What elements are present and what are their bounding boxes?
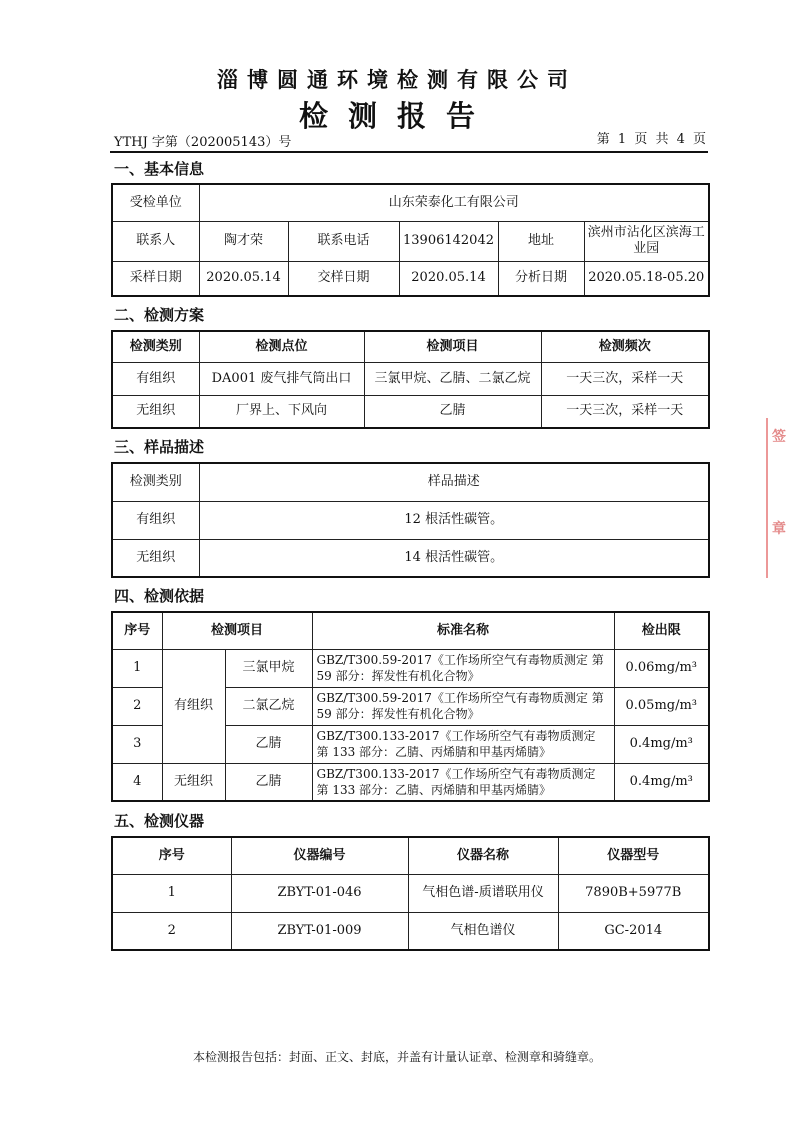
plan-header-category: 检测类别 xyxy=(112,331,199,362)
plan-cell: 无组织 xyxy=(112,395,199,428)
instruments-table xyxy=(111,836,710,951)
instruments-header-code: 仪器编号 xyxy=(231,837,408,874)
samples-cell: 有组织 xyxy=(112,501,199,539)
footer-note: 本检测报告包括：封面、正文、封底，并盖有计量认证章、检测章和骑缝章。 xyxy=(192,1050,601,1064)
basis-header-standard: 标准名称 xyxy=(312,612,614,649)
instruments-header-model: 仪器型号 xyxy=(558,837,709,874)
basis-limit: 0.4mg/m³ xyxy=(614,763,709,801)
instrument-cell: GC-2014 xyxy=(558,912,709,950)
table-row xyxy=(112,649,709,687)
samples-cell: 12 根活性碳管。 xyxy=(199,501,709,539)
basis-limit: 0.06mg/m³ xyxy=(614,649,709,687)
section-instruments-heading: 五、检测仪器 xyxy=(114,812,205,830)
company-name: 淄博圆通环境检测有限公司 xyxy=(217,67,577,92)
basis-table xyxy=(111,611,710,802)
basis-no: 1 xyxy=(112,649,162,687)
samples-cell: 无组织 xyxy=(112,539,199,577)
delivery-date-label: 交样日期 xyxy=(288,261,399,296)
table-row xyxy=(112,501,709,539)
section-basic-info-heading: 一、基本信息 xyxy=(114,160,205,178)
section-plan-heading: 二、检测方案 xyxy=(114,306,205,324)
basis-no: 4 xyxy=(112,763,162,801)
instrument-cell: ZBYT-01-046 xyxy=(231,874,408,912)
basis-item: 乙腈 xyxy=(225,725,312,763)
samples-cell: 14 根活性碳管。 xyxy=(199,539,709,577)
plan-cell: 厂界上、下风向 xyxy=(199,395,364,428)
sampling-date-value: 2020.05.14 xyxy=(199,261,288,296)
instrument-cell: 7890B+5977B xyxy=(558,874,709,912)
basis-item: 乙腈 xyxy=(225,763,312,801)
contact-value: 陶才荣 xyxy=(199,221,288,261)
instruments-header-no: 序号 xyxy=(112,837,231,874)
table-row xyxy=(112,362,709,395)
basis-limit: 0.4mg/m³ xyxy=(614,725,709,763)
basis-group-organized: 有组织 xyxy=(162,649,225,763)
table-row xyxy=(112,912,709,950)
seam-stamp: 签 章 xyxy=(766,418,794,578)
address-value: 滨州市沾化区滨海工业园 xyxy=(584,221,709,261)
instruments-header-name: 仪器名称 xyxy=(408,837,558,874)
plan-header-frequency: 检测频次 xyxy=(541,331,709,362)
client-label: 受检单位 xyxy=(112,184,199,221)
basis-header-no: 序号 xyxy=(112,612,162,649)
page-number: 第 1 页 共 4 页 xyxy=(596,132,708,147)
analysis-date-value: 2020.05.18-05.20 xyxy=(584,261,709,296)
analysis-date-label: 分析日期 xyxy=(498,261,584,296)
table-row xyxy=(112,539,709,577)
basis-limit: 0.05mg/m³ xyxy=(614,687,709,725)
samples-header-category: 检测类别 xyxy=(112,463,199,501)
samples-header-description: 样品描述 xyxy=(199,463,709,501)
header-divider xyxy=(110,151,708,153)
table-row xyxy=(112,395,709,428)
samples-table xyxy=(111,462,710,578)
instrument-cell: 2 xyxy=(112,912,231,950)
section-samples-heading: 三、样品描述 xyxy=(114,438,205,456)
address-label: 地址 xyxy=(498,221,584,261)
plan-header-item: 检测项目 xyxy=(364,331,541,362)
basis-no: 2 xyxy=(112,687,162,725)
basic-info-table xyxy=(111,183,710,297)
instrument-cell: 气相色谱仪 xyxy=(408,912,558,950)
plan-cell: 乙腈 xyxy=(364,395,541,428)
section-basis-heading: 四、检测依据 xyxy=(114,587,205,605)
sampling-date-label: 采样日期 xyxy=(112,261,199,296)
instrument-cell: 1 xyxy=(112,874,231,912)
table-row xyxy=(112,763,709,801)
plan-cell: 一天三次，采样一天 xyxy=(541,362,709,395)
basis-header-limit: 检出限 xyxy=(614,612,709,649)
plan-cell: 一天三次，采样一天 xyxy=(541,395,709,428)
basis-no: 3 xyxy=(112,725,162,763)
instrument-cell: ZBYT-01-009 xyxy=(231,912,408,950)
instrument-cell: 气相色谱-质谱联用仪 xyxy=(408,874,558,912)
table-row xyxy=(112,874,709,912)
basis-standard: GBZ/T300.133-2017《工作场所空气有毒物质测定 第 133 部分：乙腈、丙烯腈和甲基丙烯腈》 xyxy=(312,763,614,801)
delivery-date-value: 2020.05.14 xyxy=(399,261,498,296)
plan-cell: DA001 废气排气筒出口 xyxy=(199,362,364,395)
basis-group-unorganized: 无组织 xyxy=(162,763,225,801)
basis-header-item: 检测项目 xyxy=(162,612,312,649)
plan-cell: 三氯甲烷、乙腈、二氯乙烷 xyxy=(364,362,541,395)
basis-standard: GBZ/T300.59-2017《工作场所空气有毒物质测定 第 59 部分：挥发性有机化合物》 xyxy=(312,687,614,725)
basis-item: 二氯乙烷 xyxy=(225,687,312,725)
basis-item: 三氯甲烷 xyxy=(225,649,312,687)
document-number: YTHJ 字第（202005143）号 xyxy=(114,135,292,150)
basis-standard: GBZ/T300.59-2017《工作场所空气有毒物质测定 第 59 部分：挥发性有机化合物》 xyxy=(312,649,614,687)
phone-label: 联系电话 xyxy=(288,221,399,261)
contact-label: 联系人 xyxy=(112,221,199,261)
plan-table xyxy=(111,330,710,429)
plan-header-point: 检测点位 xyxy=(199,331,364,362)
basis-standard: GBZ/T300.133-2017《工作场所空气有毒物质测定 第 133 部分：乙腈、丙烯腈和甲基丙烯腈》 xyxy=(312,725,614,763)
phone-value: 13906142042 xyxy=(399,221,498,261)
report-title: 检测报告 xyxy=(298,99,495,133)
client-value: 山东荣泰化工有限公司 xyxy=(199,184,709,221)
plan-cell: 有组织 xyxy=(112,362,199,395)
